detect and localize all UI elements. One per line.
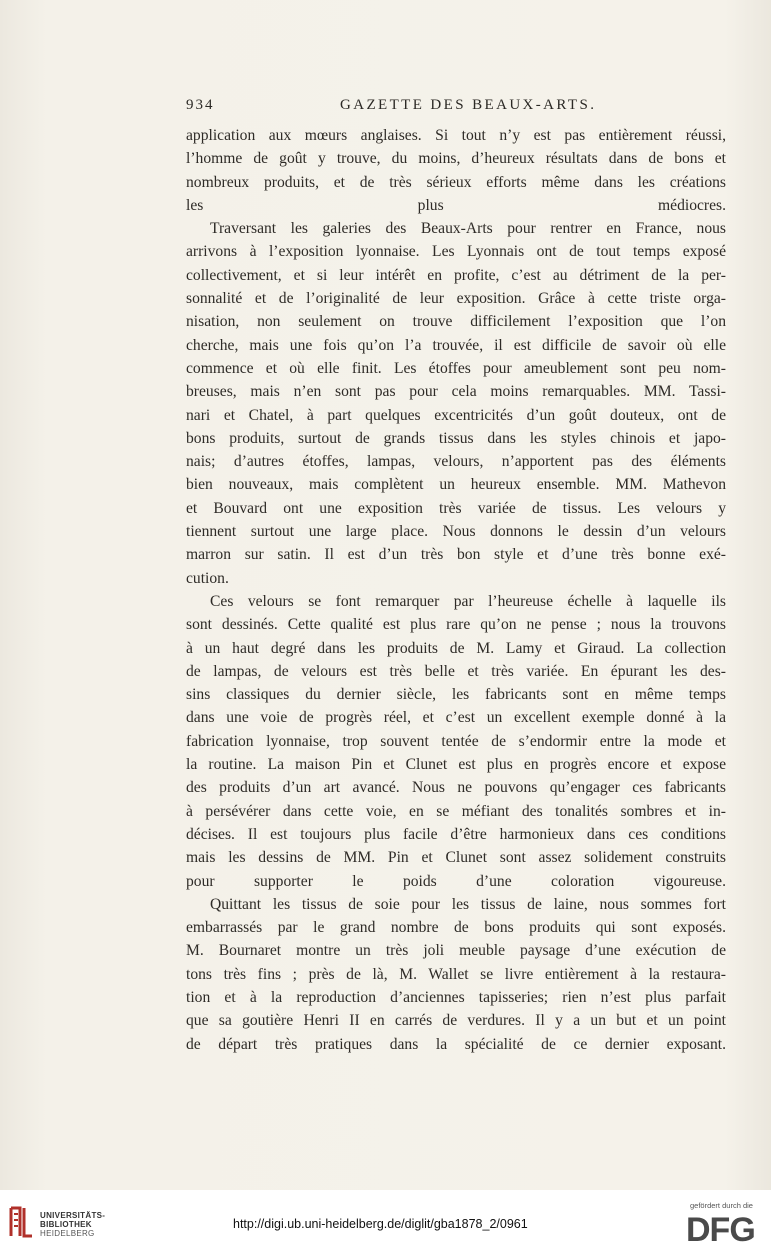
funder-caption: gefördert durch die (690, 1201, 753, 1210)
text-line: breuses, mais n’en sont pas pour cela moins remarquables. MM. Tassi- (186, 383, 726, 401)
text-line: bien nouveaux, mais complètent un heureux ensemble. MM. Mathevon (186, 476, 726, 494)
text-line: que sa goutière Henri II en carrés de verdures. Il y a un but et un point (186, 1012, 726, 1030)
text-line: cution. (186, 569, 229, 587)
text-line: sont dessinés. Cette qualité est plus rare qu’on ne pense ; nous la trouvons (186, 616, 726, 634)
text-line: à un haut degré dans les produits de M. Lamy et Giraud. La collection (186, 639, 726, 657)
text-line: sonnalité et de l’originalité de leur exposition. Grâce à cette triste orga- (186, 290, 726, 308)
journal-title: GAZETTE DES BEAUX-ARTS. (340, 97, 597, 113)
text-line: et Bouvard ont une exposition très variée de tissus. Les velours y (186, 499, 726, 517)
paragraph (186, 217, 726, 590)
text-line: nais; d’autres étoffes, lampas, velours, n’apportent pas des éléments (186, 453, 726, 471)
library-name-line-1: UNIVERSITÄTS- (40, 1211, 106, 1220)
text-line: de lampas, de velours est très belle et très variée. En épurant les des- (186, 662, 726, 680)
library-name (40, 1211, 105, 1238)
paragraph (186, 893, 726, 1056)
text-line: cherche, mais une fois qu’on l’a trouvée, il est difficile de savoir où elle (186, 336, 726, 354)
text-line: nombreux produits, et de très sérieux efforts même dans les créations (186, 173, 726, 191)
dfg-logo-icon: DFG (686, 1211, 755, 1249)
text-line: nari et Chatel, à part quelques excentricités d’un goût douteux, ont de (186, 406, 726, 424)
university-library-logo-icon (8, 1206, 34, 1240)
text-line: Quittant les tissus de soie pour les tissus de laine, nous sommes fort (210, 895, 726, 913)
text-line: l’homme de goût y trouve, du moins, d’heureux résultats dans de bons et (186, 150, 726, 168)
text-line: décises. Il est toujours plus facile d’être harmonieux dans ces conditions (186, 825, 726, 843)
text-line: des produits d’un art avancé. Nous ne pouvons qu’engager ces fabricants (186, 779, 726, 797)
text-line: application aux mœurs anglaises. Si tout n’y est pas entièrement réussi, (186, 127, 726, 144)
page-number: 934 (186, 97, 215, 113)
text-line: tiennent surtout une large place. Nous donnons le dessin d’un velours (186, 523, 726, 541)
text-line: sins classiques du dernier siècle, les fabricants sont en même temps (186, 686, 726, 704)
text-line: embarrassés par le grand nombre de bons produits qui sont exposés. (186, 919, 726, 937)
text-line: Traversant les galeries des Beaux-Arts pour rentrer en France, nous (210, 220, 726, 238)
text-line: arrivons à l’exposition lyonnaise. Les Lyonnais ont de tout temps exposé (186, 243, 726, 261)
text-line: les plus médiocres. (186, 196, 726, 214)
library-name-line-2: BIBLIOTHEK (40, 1220, 92, 1229)
paragraph (186, 590, 726, 893)
text-line: collectivement, et si leur intérêt en profite, c’est au détriment de la per- (186, 266, 726, 284)
paragraph (186, 124, 726, 217)
text-line: nisation, non seulement on trouve difficilement l’exposition que l’on (186, 313, 726, 331)
text-line: bons produits, surtout de grands tissus dans les styles chinois et japo- (186, 429, 726, 447)
text-line: Ces velours se font remarquer par l’heureuse échelle à laquelle ils (210, 592, 726, 610)
text-line: tons très fins ; près de là, M. Wallet se livre entièrement à la restaura- (186, 965, 726, 983)
text-line: marron sur satin. Il est d’un très bon style et d’une très bonne exé- (186, 546, 726, 564)
running-header (186, 97, 726, 121)
text-line: pour supporter le poids d’une coloration vigoureuse. (186, 872, 726, 890)
text-line: dans une voie de progrès réel, et c’est un excellent exemple donné à la (186, 709, 726, 727)
library-name-line-3: HEIDELBERG (40, 1229, 95, 1238)
text-line: commence et où elle finit. Les étoffes pour ameublement sont peu nom- (186, 359, 726, 377)
text-line: à persévérer dans cette voie, en se méfiant des tonalités sombres et in- (186, 802, 726, 820)
text-line: tion et à la reproduction d’anciennes tapisseries; rien n’est plus parfait (186, 988, 726, 1006)
permalink-url[interactable]: http://digi.ub.uni-heidelberg.de/diglit/gba1878_2/0961 (233, 1217, 528, 1231)
text-line: M. Bournaret montre un très joli meuble paysage d’une exécution de (186, 942, 726, 960)
text-line: mais les dessins de MM. Pin et Clunet sont assez solidement construits (186, 849, 726, 867)
text-line: fabrication lyonnaise, trop souvent tentée de s’endormir entre la mode et (186, 732, 726, 750)
text-line: de départ très pratiques dans la spécialité de ce dernier exposant. (186, 1035, 726, 1053)
text-line: la routine. La maison Pin et Clunet est plus en progrès encore et expose (186, 756, 726, 774)
article-body (186, 124, 726, 1056)
